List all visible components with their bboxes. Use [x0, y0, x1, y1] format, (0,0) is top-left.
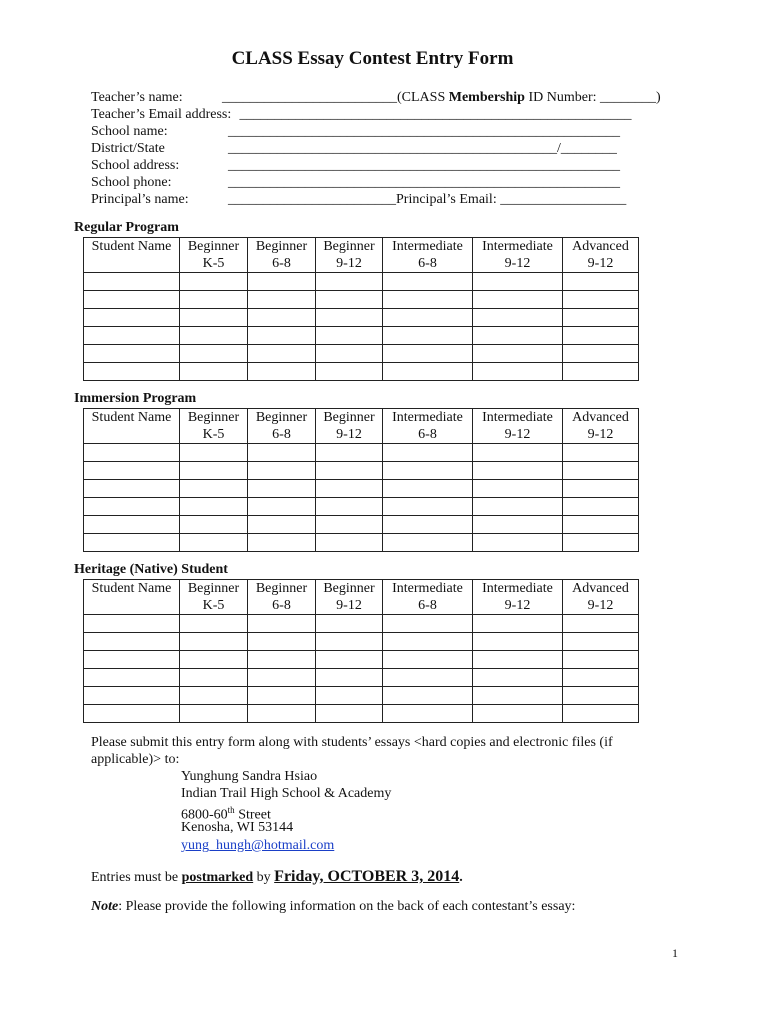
column-header: Beginner 6-8	[248, 580, 316, 615]
entry-cell[interactable]	[473, 705, 563, 723]
column-header: Beginner 9-12	[316, 409, 383, 444]
note-label: Note	[91, 899, 119, 914]
deadline-date: Friday, OCTOBER 3, 2014	[274, 868, 460, 885]
entry-cell[interactable]	[563, 444, 639, 462]
column-header: Beginner K-5	[180, 409, 248, 444]
table-row	[84, 615, 639, 633]
entry-cell[interactable]	[316, 363, 383, 381]
entry-cell[interactable]	[248, 687, 316, 705]
column-header: Student Name	[84, 580, 180, 615]
regular-program-table	[83, 237, 639, 381]
table-row	[84, 516, 639, 534]
entry-cell[interactable]	[248, 462, 316, 480]
entry-cell[interactable]	[563, 363, 639, 381]
student-name-cell[interactable]	[84, 633, 180, 651]
entry-cell[interactable]	[180, 309, 248, 327]
entry-cell[interactable]	[248, 309, 316, 327]
entry-cell[interactable]	[473, 651, 563, 669]
table-row	[84, 480, 639, 498]
entry-cell[interactable]	[248, 633, 316, 651]
entry-cell[interactable]	[180, 363, 248, 381]
column-header: Student Name	[84, 238, 180, 273]
recipient-city: Kenosha, WI 53144	[181, 820, 294, 835]
entry-cell[interactable]	[383, 633, 473, 651]
student-name-cell[interactable]	[84, 462, 180, 480]
entry-cell[interactable]	[248, 705, 316, 723]
entry-cell[interactable]	[563, 633, 639, 651]
entry-cell[interactable]	[316, 687, 383, 705]
entry-cell[interactable]	[563, 651, 639, 669]
entry-cell[interactable]	[383, 462, 473, 480]
entry-cell[interactable]	[473, 462, 563, 480]
entry-cell[interactable]	[383, 687, 473, 705]
student-name-cell[interactable]	[84, 705, 180, 723]
table-row	[84, 363, 639, 381]
entry-cell[interactable]	[180, 705, 248, 723]
entry-cell[interactable]	[563, 480, 639, 498]
entry-cell[interactable]	[383, 444, 473, 462]
column-header: Advanced 9-12	[563, 238, 639, 273]
entry-cell[interactable]	[248, 498, 316, 516]
entry-cell[interactable]	[180, 444, 248, 462]
entry-cell[interactable]	[316, 534, 383, 552]
school-name-field[interactable]: ________________________________________________________	[228, 124, 620, 139]
table-row	[84, 705, 639, 723]
school-phone-label: School phone:	[91, 175, 172, 190]
entry-cell[interactable]	[383, 615, 473, 633]
principal-name-label: Principal’s name:	[91, 192, 189, 207]
student-name-cell[interactable]	[84, 291, 180, 309]
entry-cell[interactable]	[563, 291, 639, 309]
entry-cell[interactable]	[383, 309, 473, 327]
district-state-field[interactable]: _______________________________________________/________	[228, 141, 617, 156]
entry-cell[interactable]	[248, 669, 316, 687]
entry-cell[interactable]	[316, 291, 383, 309]
entry-cell[interactable]	[180, 498, 248, 516]
entry-cell[interactable]	[248, 615, 316, 633]
entry-cell[interactable]	[473, 291, 563, 309]
teacher-email-field[interactable]: ________________________________________________________	[236, 107, 632, 122]
entry-cell[interactable]	[180, 462, 248, 480]
recipient-school: Indian Trail High School & Academy	[181, 786, 392, 801]
column-header: Beginner 9-12	[316, 580, 383, 615]
entry-cell[interactable]	[316, 462, 383, 480]
entry-cell[interactable]	[473, 534, 563, 552]
school-address-field[interactable]: ________________________________________________________	[228, 158, 620, 173]
entry-cell[interactable]	[248, 534, 316, 552]
school-phone-field[interactable]: ________________________________________________________	[228, 175, 620, 190]
entry-cell[interactable]	[180, 327, 248, 345]
entry-cell[interactable]	[316, 273, 383, 291]
entry-cell[interactable]	[383, 669, 473, 687]
entry-cell[interactable]	[383, 327, 473, 345]
school-name-label: School name:	[91, 124, 168, 139]
student-name-cell[interactable]	[84, 273, 180, 291]
column-header: Beginner 9-12	[316, 238, 383, 273]
entry-cell[interactable]	[473, 309, 563, 327]
entry-cell[interactable]	[383, 345, 473, 363]
recipient-street: 6800-60th Street	[181, 805, 271, 823]
table-row	[84, 462, 639, 480]
entry-cell[interactable]	[316, 498, 383, 516]
entry-cell[interactable]	[248, 363, 316, 381]
teacher-email-label: Teacher’s Email address:	[91, 107, 232, 122]
entry-cell[interactable]	[473, 498, 563, 516]
entry-cell[interactable]	[316, 480, 383, 498]
district-state-label: District/State	[91, 141, 165, 156]
table-row	[84, 291, 639, 309]
entry-cell[interactable]	[383, 705, 473, 723]
entry-cell[interactable]	[473, 516, 563, 534]
entry-cell[interactable]	[563, 615, 639, 633]
entry-cell[interactable]	[180, 651, 248, 669]
student-name-cell[interactable]	[84, 534, 180, 552]
entry-cell[interactable]	[180, 534, 248, 552]
entry-cell[interactable]	[473, 480, 563, 498]
entry-cell[interactable]	[180, 516, 248, 534]
student-name-cell[interactable]	[84, 327, 180, 345]
column-header: Beginner 6-8	[248, 409, 316, 444]
entry-cell[interactable]	[316, 705, 383, 723]
note-line: Note: Please provide the following information on the back of each contestant’s essay:	[91, 899, 576, 914]
entry-cell[interactable]	[383, 291, 473, 309]
entry-cell[interactable]	[316, 309, 383, 327]
immersion-program-table	[83, 408, 639, 552]
school-address-label: School address:	[91, 158, 180, 173]
column-header: Intermediate 9-12	[473, 409, 563, 444]
entry-cell[interactable]	[248, 273, 316, 291]
entry-cell[interactable]	[473, 273, 563, 291]
deadline-line: Entries must be postmarked by Friday, OCTOBER 3, 2014.	[91, 868, 463, 885]
student-name-cell[interactable]	[84, 651, 180, 669]
entry-cell[interactable]	[473, 633, 563, 651]
entry-cell[interactable]	[316, 516, 383, 534]
student-name-cell[interactable]	[84, 444, 180, 462]
entry-cell[interactable]	[383, 498, 473, 516]
recipient-email-link[interactable]: yung_hungh@hotmail.com	[181, 838, 335, 853]
column-header: Advanced 9-12	[563, 409, 639, 444]
entry-cell[interactable]	[563, 534, 639, 552]
table-row	[84, 273, 639, 291]
entry-cell[interactable]	[563, 327, 639, 345]
table-row	[84, 444, 639, 462]
student-name-cell[interactable]	[84, 615, 180, 633]
entry-cell[interactable]	[563, 309, 639, 327]
submit-instructions-line-2: applicable)> to:	[91, 752, 180, 767]
entry-cell[interactable]	[180, 669, 248, 687]
entry-cell[interactable]	[180, 633, 248, 651]
table-row	[84, 498, 639, 516]
page-title: CLASS Essay Contest Entry Form	[231, 48, 514, 69]
table-row	[84, 633, 639, 651]
entry-cell[interactable]	[316, 633, 383, 651]
student-name-cell[interactable]	[84, 687, 180, 705]
section-title-immersion: Immersion Program	[74, 391, 197, 406]
entry-cell[interactable]	[316, 669, 383, 687]
entry-cell[interactable]	[316, 327, 383, 345]
table-row	[84, 669, 639, 687]
membership-label: Membership	[448, 90, 525, 105]
entry-cell[interactable]	[180, 273, 248, 291]
entry-cell[interactable]	[563, 687, 639, 705]
table-row	[84, 534, 639, 552]
section-title-regular: Regular Program	[74, 220, 179, 235]
column-header: Student Name	[84, 409, 180, 444]
entry-cell[interactable]	[473, 444, 563, 462]
column-header: Intermediate 6-8	[383, 580, 473, 615]
entry-cell[interactable]	[248, 291, 316, 309]
submit-instructions-line-1: Please submit this entry form along with students’ essays <hard copies and electronic files (if	[91, 735, 613, 750]
postmarked-emphasis: postmarked	[181, 870, 254, 885]
column-header: Intermediate 9-12	[473, 238, 563, 273]
table-row	[84, 309, 639, 327]
entry-cell[interactable]	[563, 705, 639, 723]
column-header: Advanced 9-12	[563, 580, 639, 615]
entry-cell[interactable]	[316, 651, 383, 669]
entry-cell[interactable]	[563, 516, 639, 534]
student-name-cell[interactable]	[84, 480, 180, 498]
entry-cell[interactable]	[563, 345, 639, 363]
entry-cell[interactable]	[316, 345, 383, 363]
student-name-cell[interactable]	[84, 498, 180, 516]
entry-cell[interactable]	[248, 516, 316, 534]
student-name-cell[interactable]	[84, 309, 180, 327]
entry-cell[interactable]	[473, 345, 563, 363]
entry-cell[interactable]	[248, 480, 316, 498]
teacher-name-field[interactable]: _________________________(CLASS Membership ID Number: ________)	[222, 90, 661, 105]
principal-name-field[interactable]: ________________________Principal’s Email: __________________	[228, 192, 627, 207]
table-row	[84, 327, 639, 345]
column-header: Beginner 6-8	[248, 238, 316, 273]
entry-cell[interactable]	[316, 615, 383, 633]
entry-cell[interactable]	[383, 273, 473, 291]
entry-cell[interactable]	[180, 480, 248, 498]
student-name-cell[interactable]	[84, 516, 180, 534]
entry-cell[interactable]	[248, 345, 316, 363]
entry-cell[interactable]	[473, 327, 563, 345]
entry-cell[interactable]	[180, 345, 248, 363]
heritage-student-table	[83, 579, 639, 723]
entry-cell[interactable]	[563, 462, 639, 480]
section-title-heritage: Heritage (Native) Student	[74, 562, 228, 577]
entry-cell[interactable]	[563, 273, 639, 291]
entry-cell[interactable]	[248, 444, 316, 462]
table-row	[84, 687, 639, 705]
entry-cell[interactable]	[383, 516, 473, 534]
student-name-cell[interactable]	[84, 345, 180, 363]
entry-cell[interactable]	[473, 687, 563, 705]
entry-cell[interactable]	[383, 363, 473, 381]
entry-cell[interactable]	[563, 498, 639, 516]
entry-cell[interactable]	[383, 480, 473, 498]
entry-cell[interactable]	[383, 534, 473, 552]
entry-cell[interactable]	[473, 669, 563, 687]
entry-cell[interactable]	[383, 651, 473, 669]
entry-cell[interactable]	[248, 651, 316, 669]
teacher-name-label: Teacher’s name:	[91, 90, 183, 105]
column-header: Beginner K-5	[180, 238, 248, 273]
student-name-cell[interactable]	[84, 669, 180, 687]
student-name-cell[interactable]	[84, 363, 180, 381]
entry-cell[interactable]	[248, 327, 316, 345]
recipient-name: Yunghung Sandra Hsiao	[181, 769, 318, 784]
column-header: Intermediate 9-12	[473, 580, 563, 615]
entry-cell[interactable]	[180, 687, 248, 705]
entry-cell[interactable]	[473, 363, 563, 381]
entry-cell[interactable]	[473, 615, 563, 633]
page-number: 1	[672, 946, 678, 960]
entry-cell[interactable]	[180, 291, 248, 309]
entry-cell[interactable]	[316, 444, 383, 462]
entry-cell[interactable]	[563, 669, 639, 687]
column-header: Intermediate 6-8	[383, 238, 473, 273]
column-header: Intermediate 6-8	[383, 409, 473, 444]
table-row	[84, 345, 639, 363]
table-row	[84, 651, 639, 669]
entry-cell[interactable]	[180, 615, 248, 633]
column-header: Beginner K-5	[180, 580, 248, 615]
